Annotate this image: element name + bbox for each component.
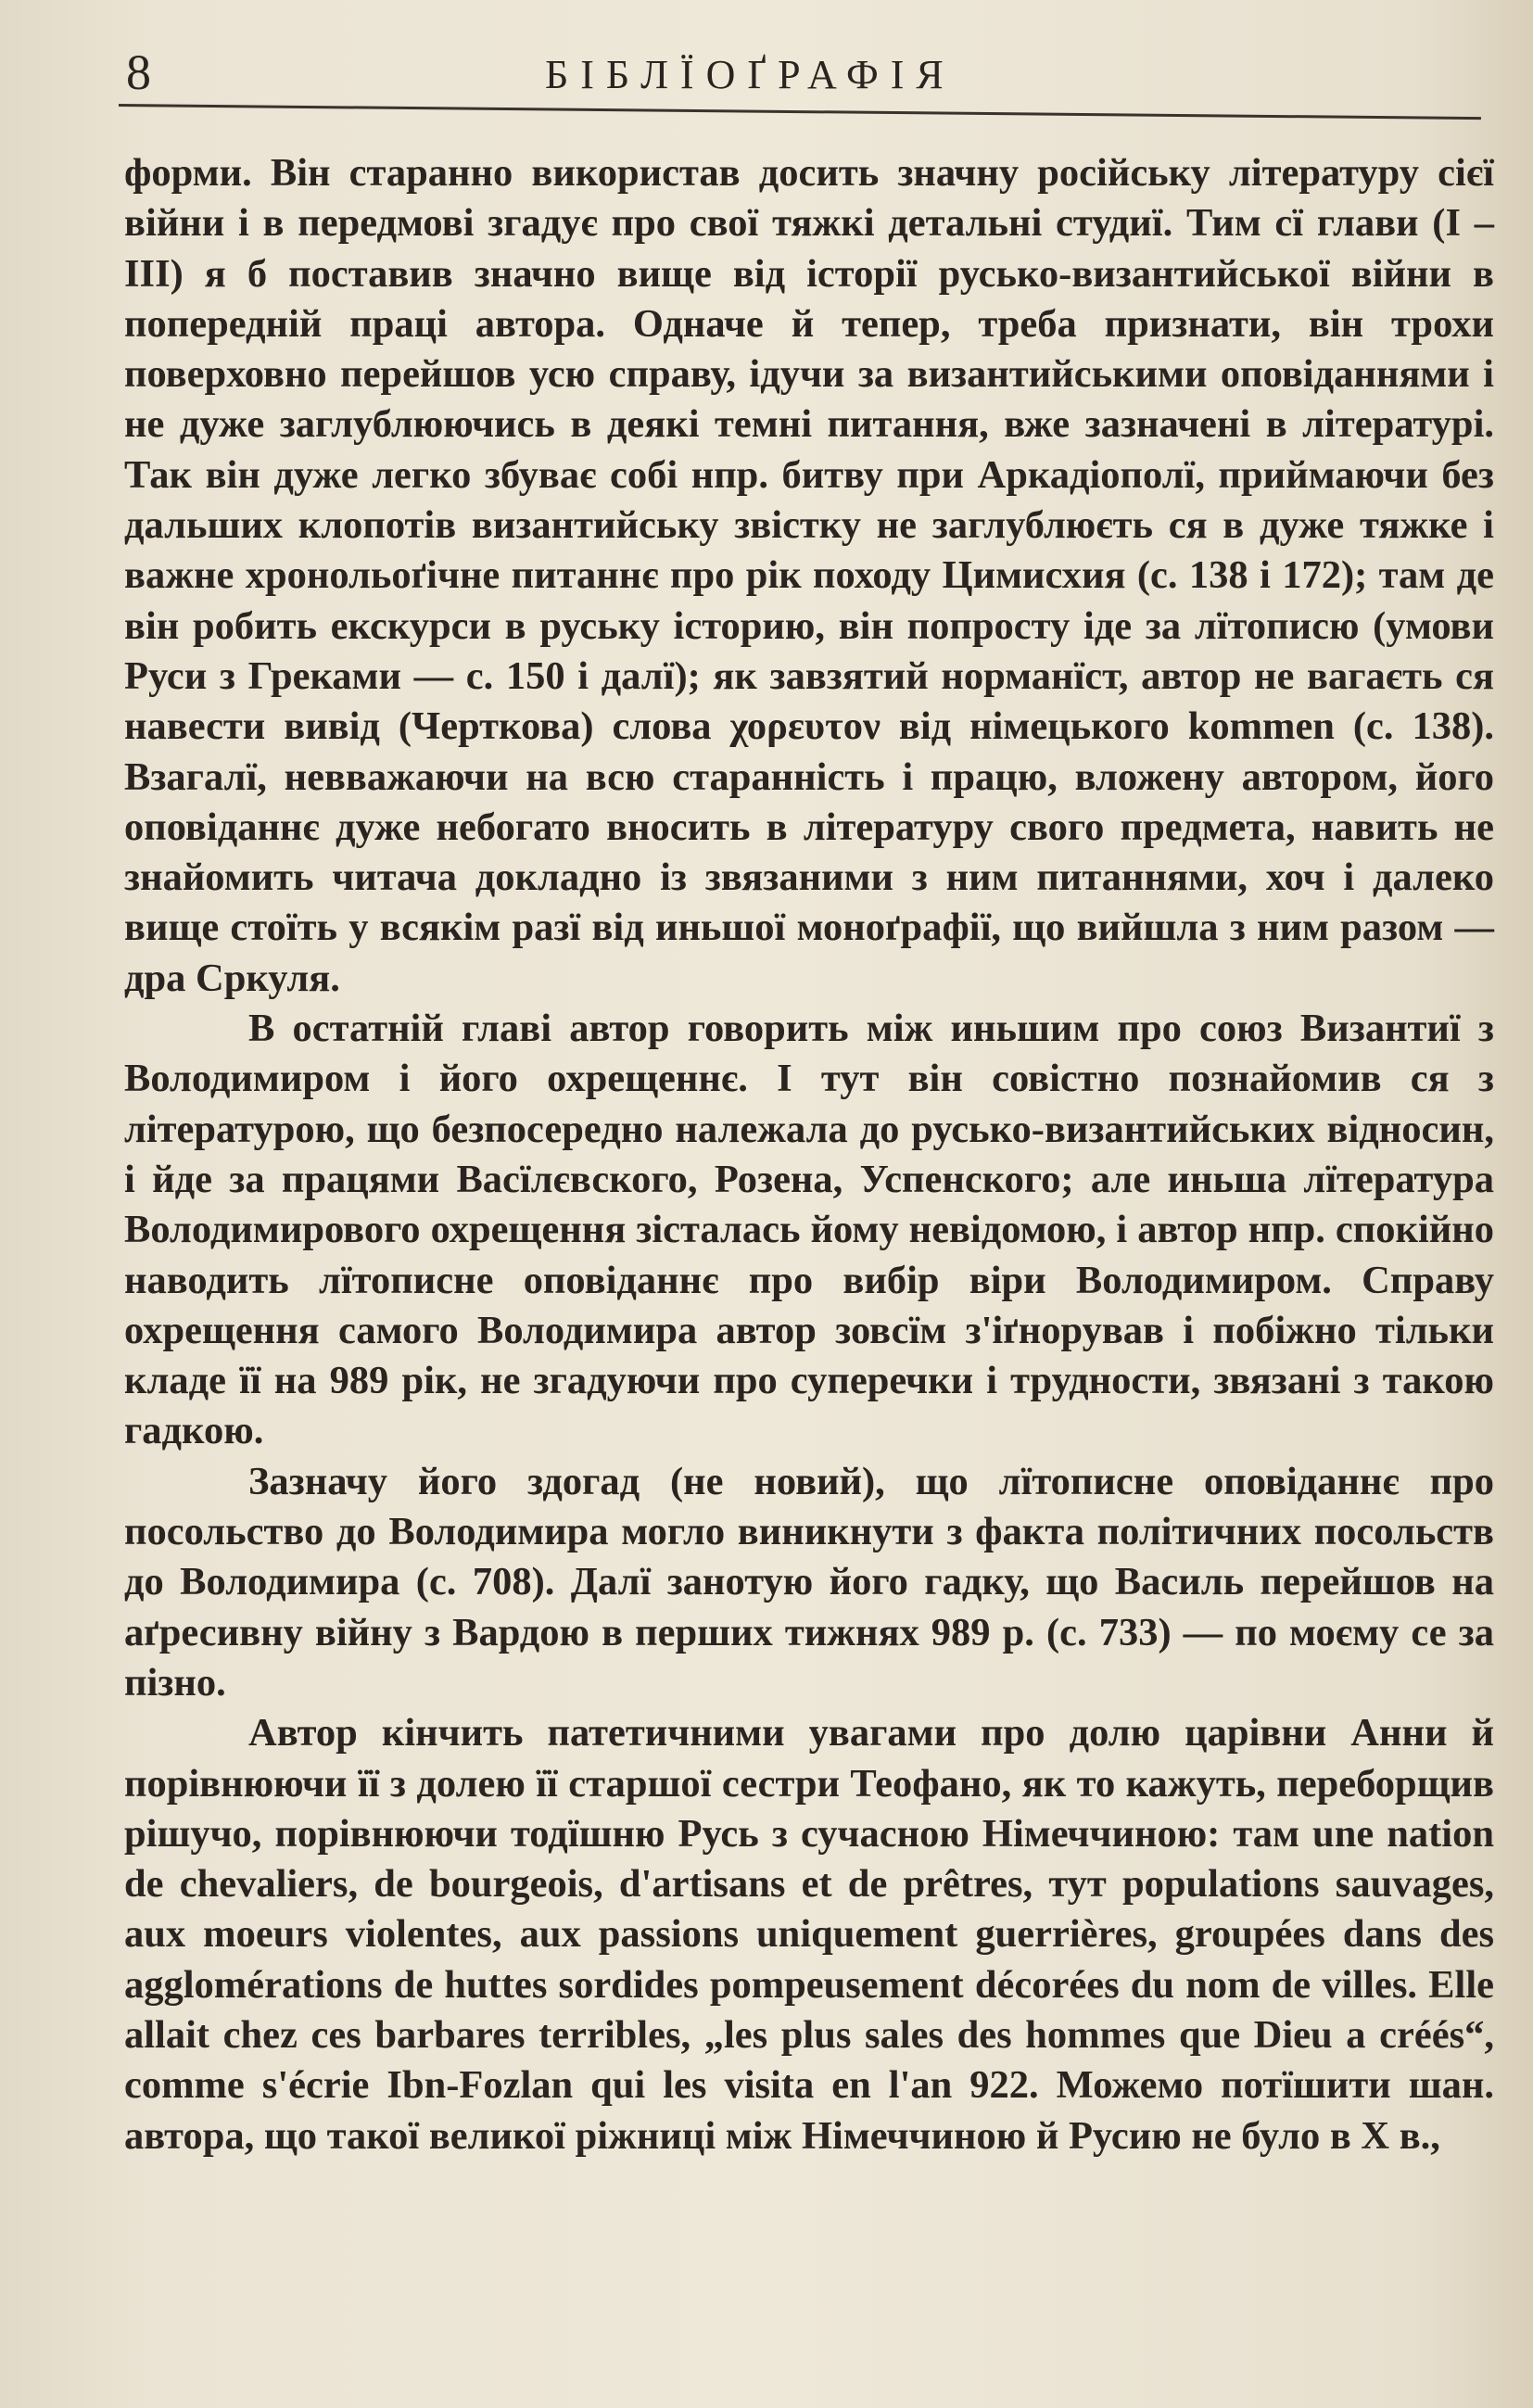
header-rule (119, 104, 1481, 120)
page-number: 8 (126, 44, 151, 100)
page-header (119, 37, 1490, 120)
running-title: БІБЛЇОҐРАФІЯ (545, 52, 956, 97)
body-text (124, 148, 1494, 2161)
paragraph-1: форми. Він старанно використав досить значну російську літературу сієї війни і в передмові згадує про свої тяжкі детальні студиї. Тим сї глави (I – III) я б поставив значно вище від історії русько-византийської війни в попередній праці автора. Одначе й тепер, треба признати, він трохи поверховно перейшов усю справу, ідучи за византийськими оповіданнями і не дуже заглублюючись в деякі темні питання, вже зазначені в літературі. Так він дуже легко збуває собі нпр. битву при Аркадіополї, приймаючи без дальших клопотів византийську звістку не заглублюєть ся в дуже тяжке і важне хронольоґічне питаннє про рік походу Цимисхия (с. 138 і 172); там де він робить екскурси в руську історию, він попросту іде за лїтописю (умови Руси з Греками — с. 150 і далї); як завзятий норманїст, автор не вагаєть ся навести вивід (Черткова) слова χορευτον від німецького kommen (с. 138). Взагалї, невважаючи на всю старанність і працю, вложену автором, його оповіданнє дуже небогато вносить в літературу свого предмета, навить не знайомить читача докладно із звязаними з ним питаннями, хоч і далеко вище стоїть у всякім разї від иньшої моноґрафії, що вийшла з ним разом — дра Сркуля. (124, 151, 1494, 1000)
paragraph-3: Зазначу його здогад (не новий), що лїтописне оповіданнє про посольство до Володимира могло виникнути з факта політичних посольств до Володимира (с. 708). Далї занотую його гадку, що Василь перейшов на аґресивну війну з Вардою в перших тижнях 989 р. (с. 733) — по моєму се за пізно. (124, 1459, 1494, 1705)
paragraph-2: В остатній главі автор говорить між иньшим про союз Византиї з Володимиром і його охрещеннє. І тут він совістно познайомив ся з літературою, що безпосередно належала до русько-византийських відносин, і йде за працями Васїлєвского, Розена, Успенского; але иньша лїтература Володимирового охрещення зісталась йому невідомою, і автор нпр. спокійно наводить лїтописне оповіданнє про вибір віри Володимиром. Справу охрещення самого Володимира автор зовсїм з'іґнорував і побіжно тільки кладе її на 989 рік, не згадуючи про суперечки і трудности, звязані з такою гадкою. (124, 1007, 1494, 1453)
paragraph-4: Автор кінчить патетичними увагами про долю царівни Анни й порівнюючи її з долею її старшої сестри Теофано, як то кажуть, переборщив рішучо, порівнюючи тодїшню Русь з сучасною Німеччиною: там une nation de chevaliers, de bourgeois, d'artisans et de prêtres, тут populations sauvages, aux moeurs violentes, aux passions uniquement guerrières, groupées dans des agglomérations de huttes sordides pompeusement décorées du nom de villes. Elle allait chez ces barbares terribles, „les plus sales des hommes que Dieu a créés“, comme s'écrie Ibn-Fozlan qui les visita en l'an 922. Можемо потїшити шан. автора, що такої великої ріжниці між Німеччиною й Русию не було в X в., (124, 1711, 1494, 2158)
